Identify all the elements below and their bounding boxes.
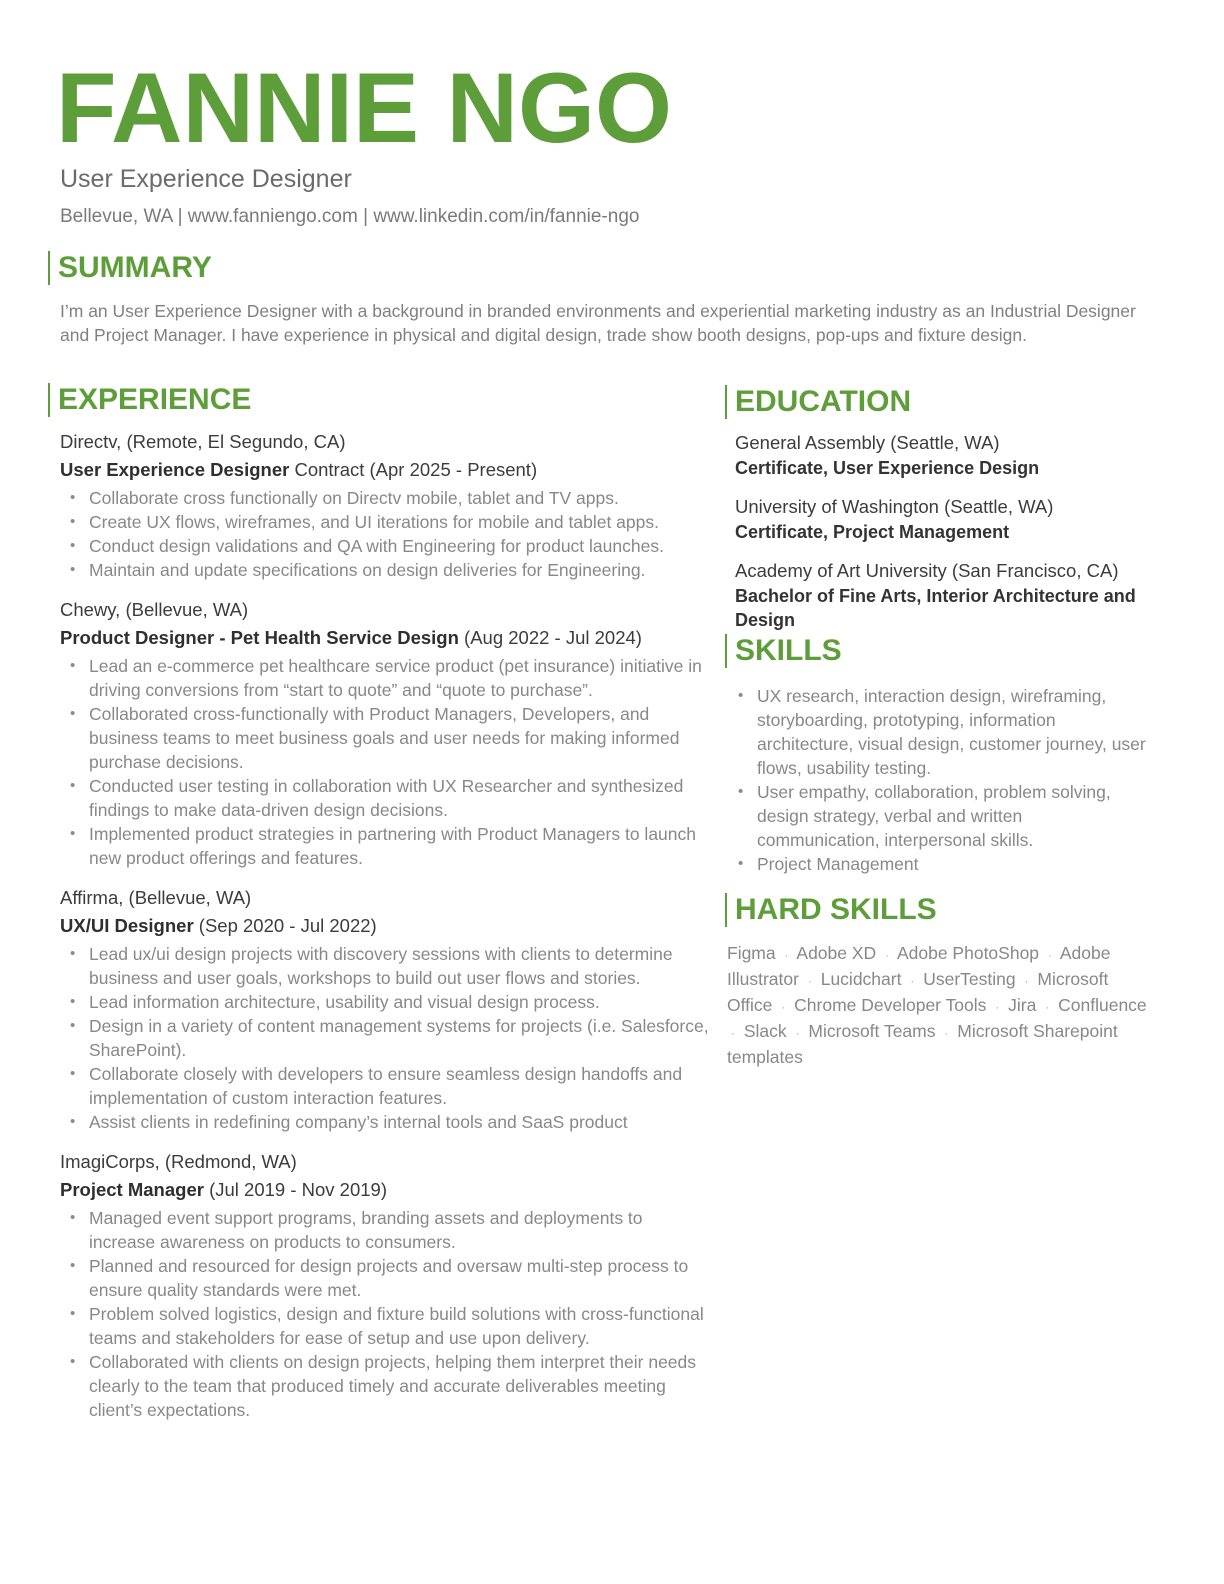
skills-heading [725,634,842,668]
job-bullets [60,486,710,582]
job-bullet: • Lead information architecture, usability and visual design process. [60,990,710,1014]
experience-heading-label: EXPERIENCE [58,383,252,416]
job-company: ImagiCorps, (Redmond, WA) [60,1151,297,1172]
job-bullet: • Design in a variety of content management systems for projects (i.e. Salesforce, SharePoint). [60,1014,710,1062]
education-degree: Bachelor of Fine Arts, Interior Architecture and Design [735,586,1136,630]
education-entry [735,494,1195,544]
job-bullet: • Collaborate closely with developers to ensure seamless design handoffs and implementation of custom interaction features. [60,1062,710,1110]
separator-dot: · [1024,974,1029,988]
job-entry [60,1148,710,1422]
hard-skill-item: Adobe PhotoShop [896,943,1040,963]
job-bullet: • Implemented product strategies in partnering with Product Managers to launch new product offerings and features. [60,822,710,870]
job-details: (Aug 2022 - Jul 2024) [458,627,642,648]
job-details: Contract (Apr 2025 - Present) [289,459,538,480]
job-company: Directv, (Remote, El Segundo, CA) [60,431,346,452]
experience-list [60,428,710,1436]
separator-dot: · [995,1000,1000,1014]
education-school: General Assembly (Seattle, WA) [735,432,1000,453]
job-bullets [60,1206,710,1422]
job-entry [60,428,710,582]
summary-text: I’m an User Experience Designer with a background in branded environments and experiential marketing industry as an Industrial Designer and Project Manager. I have experience in physical and digital design, trade show booth designs, pop-ups and fixture design. [60,301,1136,345]
separator-dot: · [795,1026,800,1040]
job-role-line [60,911,710,940]
hard-skills-heading-label: HARD SKILLS [735,893,937,926]
hard-skill-item: Chrome Developer Tools [794,995,987,1015]
hard-skill-item: Figma [727,943,776,963]
job-bullets [60,942,710,1134]
education-school: Academy of Art University (San Francisco, CA) [735,560,1119,581]
separator-dot: · [1045,1000,1050,1014]
hard-skills-heading [725,893,937,927]
contact-line: Bellevue, WA | www.fanniengo.com | www.linkedin.com/in/fannie-ngo [60,206,640,227]
job-bullet: • Problem solved logistics, design and fixture build solutions with cross-functional teams and stakeholders for ease of setup and use upon delivery. [60,1302,710,1350]
candidate-name: FANNIE NGO [56,52,673,163]
separator-dot: · [910,974,915,988]
summary-heading-label: SUMMARY [58,251,212,284]
job-bullet: • Create UX flows, wireframes, and UI iterations for mobile and tablet apps. [60,510,710,534]
education-degree: Certificate, Project Management [735,522,1010,542]
hard-skills-list [727,941,1157,1069]
hard-skill-item: Microsoft Office [727,969,1109,1015]
hard-skill-item: Adobe XD [796,943,877,963]
job-company: Chewy, (Bellevue, WA) [60,599,249,620]
experience-heading [48,383,251,417]
job-bullet: • Maintain and update specifications on design deliveries for Engineering. [60,558,710,582]
job-role: UX/UI Designer [60,915,194,936]
separator-dot: · [944,1026,949,1040]
education-school: University of Washington (Seattle, WA) [735,496,1054,517]
job-bullet: • Conducted user testing in collaboration with UX Researcher and synthesized findings to make data-driven design decisions. [60,774,710,822]
job-bullet: • Conduct design validations and QA with Engineering for product launches. [60,534,710,558]
skill-item: • User empathy, collaboration, problem solving, design strategy, verbal and written communication, interpersonal skills. [727,780,1147,852]
job-bullet: • Planned and resourced for design projects and oversaw multi-step process to ensure quality standards were met. [60,1254,710,1302]
hard-skill-item: Jira [1008,995,1037,1015]
job-role-line [60,455,710,484]
separator-dot: · [784,948,789,962]
hard-skill-item: Microsoft Teams [808,1021,936,1041]
education-entry [735,430,1195,480]
job-role: Project Manager [60,1179,204,1200]
job-role: Product Designer - Pet Health Service Design [60,627,459,648]
education-entry [735,558,1195,632]
job-role-line [60,623,710,652]
hard-skill-item: Lucidchart [820,969,902,989]
job-entry [60,884,710,1134]
separator-dot: · [731,1026,735,1040]
hard-skill-item: Adobe Illustrator [727,943,1111,989]
separator-dot: · [781,1000,786,1014]
skill-item: • UX research, interaction design, wireframing, storyboarding, prototyping, information architecture, visual design, customer journey, user flows, usability testing. [727,684,1147,780]
job-role: User Experience Designer [60,459,290,480]
job-bullet: • Lead an e-commerce pet healthcare service product (pet insurance) initiative in driving conversions from “start to quote” and “quote to purchase”. [60,654,710,702]
job-bullet: • Assist clients in redefining company’s internal tools and SaaS product [60,1110,710,1134]
job-bullet: • Managed event support programs, branding assets and deployments to increase awareness on products to consumers. [60,1206,710,1254]
skills-list [727,684,1147,876]
job-bullet: • Collaborated cross-functionally with Product Managers, Developers, and business teams to meet business goals and user needs for making informed purchase decisions. [60,702,710,774]
hard-skill-item: Confluence [1058,995,1147,1015]
education-list [735,430,1195,646]
separator-dot: · [807,974,812,988]
education-heading-label: EDUCATION [735,385,912,418]
education-degree: Certificate, User Experience Design [735,458,1040,478]
job-bullets [60,654,710,870]
job-company: Affirma, (Bellevue, WA) [60,887,252,908]
education-heading [725,385,911,419]
hard-skill-item: UserTesting [923,969,1016,989]
job-entry [60,596,710,870]
skills-heading-label: SKILLS [735,634,842,667]
skill-item: • Project Management [727,852,1147,876]
hard-skill-item: Microsoft Sharepoint templates [727,1021,1118,1067]
job-bullet: • Lead ux/ui design projects with discovery sessions with clients to determine business and user goals, workshops to build out user flows and stories. [60,942,710,990]
hard-skill-item: Slack [743,1021,787,1041]
job-bullet: • Collaborated with clients on design projects, helping them interpret their needs clearly to the team that produced timely and accurate deliverables meeting client’s expectations. [60,1350,710,1422]
summary-heading [48,251,212,285]
job-bullet: • Collaborate cross functionally on Directv mobile, tablet and TV apps. [60,486,710,510]
job-details: (Sep 2020 - Jul 2022) [193,915,377,936]
separator-dot: · [1047,948,1052,962]
separator-dot: · [885,948,890,962]
job-role-line [60,1175,710,1204]
job-title: User Experience Designer [60,165,352,193]
job-details: (Jul 2019 - Nov 2019) [203,1179,387,1200]
